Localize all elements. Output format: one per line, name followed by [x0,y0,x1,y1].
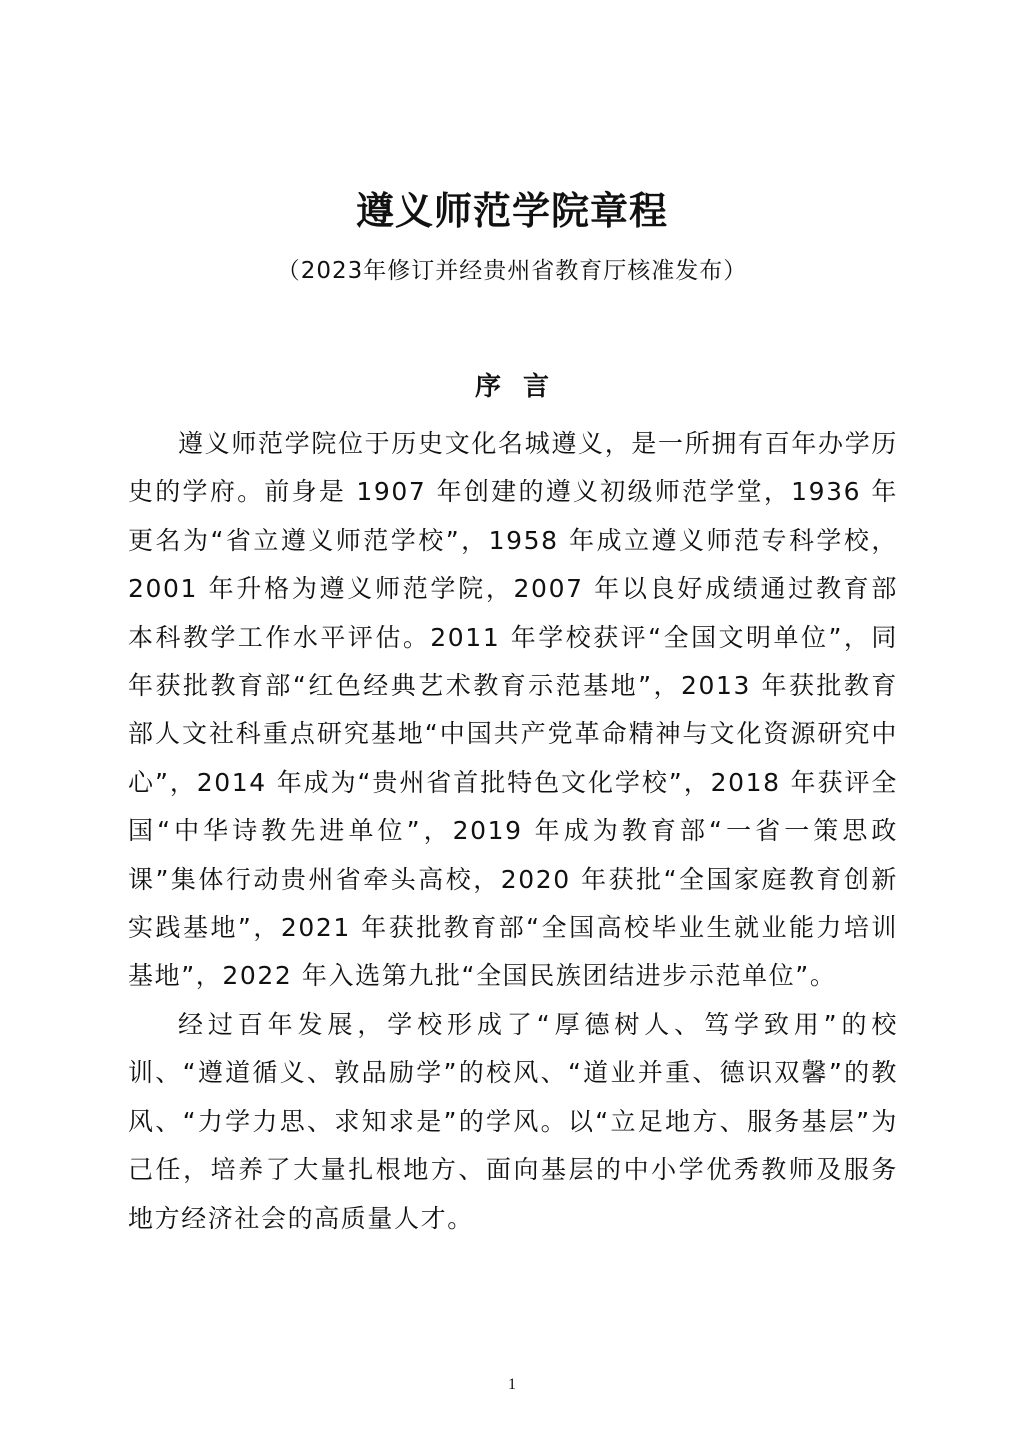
document-subtitle: （2023年修订并经贵州省教育厅核准发布） [276,258,748,284]
section-heading: 序言 [474,372,571,402]
paragraph-2: 经过百年发展，学校形成了“厚德树人、笃学致用”的校训、“遵道循义、敦品励学”的校风、“道业并重、德识双馨”的教风、“力学力思、求知求是”的学风。以“立足地方、服务基层”为己任，培养了大量扎根地方、面向基层的中小学优秀教师及服务地方经济社会的高质量人才。 [128,1009,898,1233]
paragraph-1: 遵义师范学院位于历史文化名城遵义，是一所拥有百年办学历史的学府。前身是 1907 年创建的遵义初级师范学堂，1936 年更名为“省立遵义师范学校”，1958 年成立遵义师范专科学校，2001 年升格为遵义师范学院，2007 年以良好成绩通过教育部本科教学工作水平评估。2011 年学校获评“全国文明单位”，同年获批教育部“红色经典艺术教育示范基地”，2013 年获批教育部人文社科重点研究基地“中国共产党革命精神与文化资源研究中心”，2014 年成为“贵州省首批特色文化学校”，2018 年获评全国“中华诗教先进单位”，2019 年成为教育部“一省一策思政课”集体行动贵州省牵头高校，2020 年获批“全国家庭教育创新实践基地”，2021 年获批教育部“全国高校毕业生就业能力培训基地”，2022 年入选第九批“全国民族团结进步示范单位”。 [128,429,898,991]
body-text [128,420,898,1243]
page-number: 1 [508,1376,516,1393]
document-title: 遵义师范学院章程 [355,188,668,233]
